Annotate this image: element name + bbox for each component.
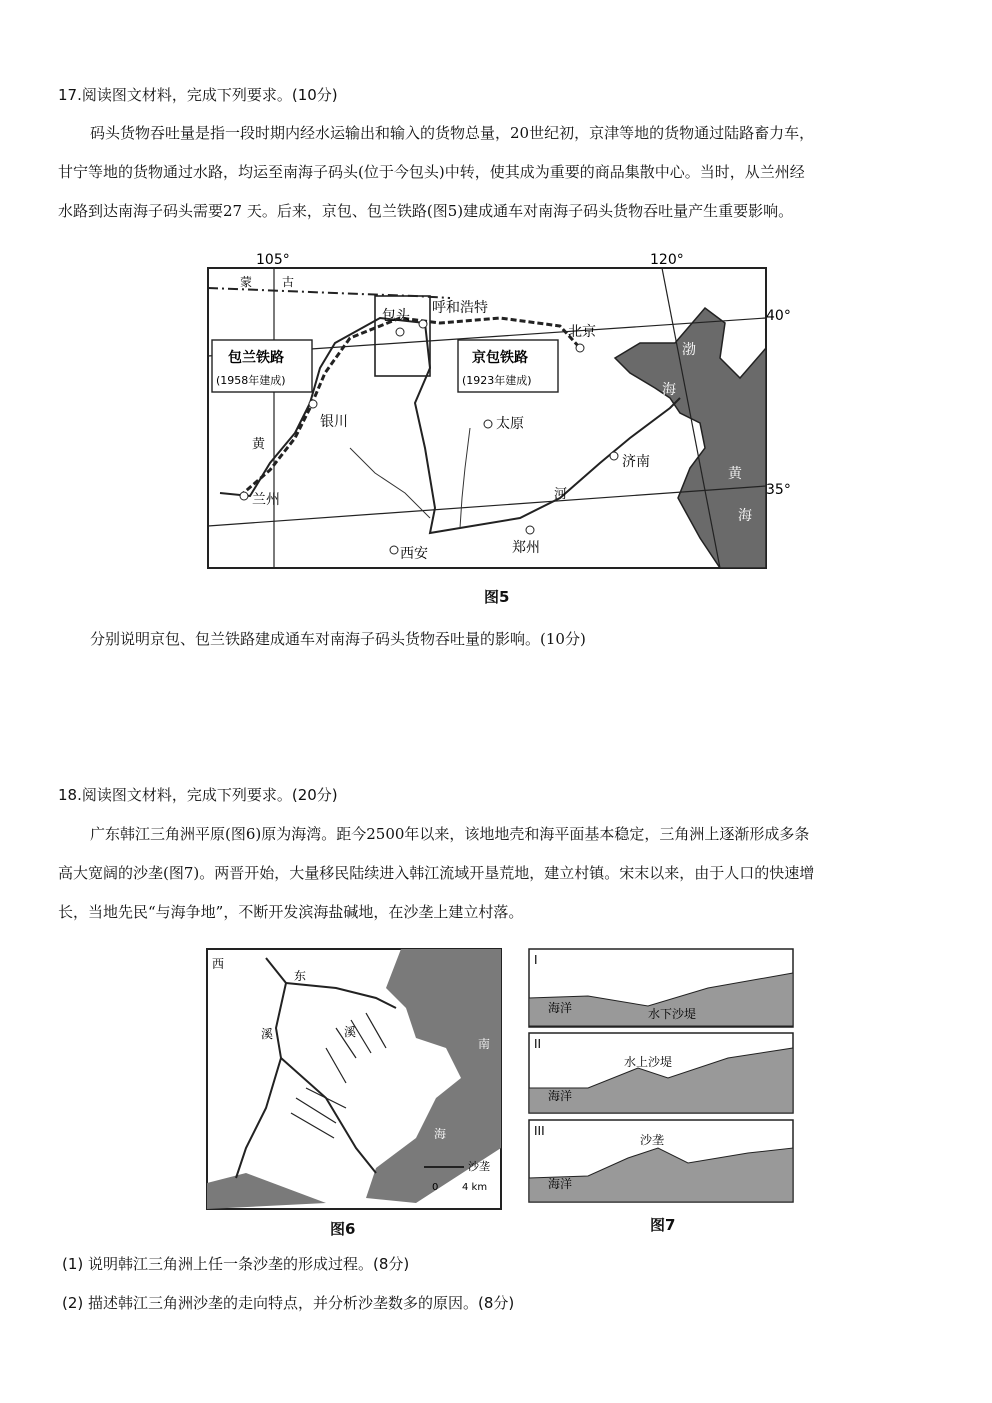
fig6-legend-label: 沙垄 <box>468 1160 490 1173</box>
q17-para-2: 甘宁等地的货物通过水路，均运至南海子码头(位于今包头)中转，使其成为重要的商品集散中心。当时，从兰州经 <box>58 163 805 181</box>
q17-para-3: 水路到达南海子码头需要27 天。后来，京包、包兰铁路(图5)建成通车对南海子码头货物吞吐量产生重要影响。 <box>58 202 794 220</box>
fig7-panel-1 <box>529 949 793 1027</box>
fig7-roman-3: III <box>534 1124 545 1138</box>
fig7-ocean-1: 海洋 <box>548 1001 573 1015</box>
fig7-label-1: 水下沙堤 <box>648 1007 697 1021</box>
figure-5-map <box>200 248 791 580</box>
q18-para-3: 长，当地先民“与海争地”，不断开发滨海盐碱地，在沙垄上建立村落。 <box>58 903 524 921</box>
figure-6-map <box>206 948 502 1210</box>
bohai-label-1: 渤 <box>682 342 696 358</box>
q18-title: 18.阅读图文材料，完成下列要求。(20分) <box>58 786 338 804</box>
fig6-label-nan: 南 <box>478 1037 491 1051</box>
city-baotou: 包头 <box>382 308 410 324</box>
lat-35-label: 35° <box>766 482 791 498</box>
fig6-scale-label: 4 km <box>462 1182 488 1193</box>
q17-question: 分别说明京包、包兰铁路建成通车对南海子码头货物吞吐量的影响。(10分) <box>90 630 586 648</box>
city-jinan: 济南 <box>622 454 650 470</box>
city-xian: 西安 <box>400 546 428 562</box>
region-label-2: 古 <box>282 275 295 289</box>
figure-7-profiles <box>528 948 796 1206</box>
q18-para-1: 广东韩江三角洲平原(图6)原为海湾。距今2500年以来，该地地壳和海平面基本稳定，三角洲上逐渐形成多条 <box>90 825 810 843</box>
baolan-railway-label: 包兰铁路 <box>228 350 284 366</box>
baolan-railway-year: (1958年建成) <box>216 374 286 387</box>
lon-105-label: 105° <box>256 252 290 268</box>
jingbao-railway-label: 京包铁路 <box>472 350 528 366</box>
fig7-panel-3 <box>529 1120 793 1202</box>
fig6-label-xi-river-1: 溪 <box>261 1027 274 1041</box>
fig6-label-xi: 西 <box>212 957 225 971</box>
jingbao-railway-year: (1923年建成) <box>462 374 532 387</box>
fig7-roman-2: II <box>534 1037 542 1051</box>
huanghai-label-2: 海 <box>738 508 752 524</box>
fig6-label-dong: 东 <box>294 969 307 983</box>
huanghai-label-1: 黄 <box>728 466 742 482</box>
fig7-ocean-2: 海洋 <box>548 1089 573 1103</box>
city-taiyuan: 太原 <box>496 416 524 432</box>
city-hohhot: 呼和浩特 <box>432 300 488 316</box>
fig7-panel-2 <box>529 1033 793 1113</box>
lat-40-label: 40° <box>766 308 791 324</box>
city-yinchuan: 银川 <box>320 414 348 430</box>
yellow-river-label-1: 黄 <box>252 437 266 452</box>
q18-sub-question-1: (1) 说明韩江三角洲上任一条沙垄的形成过程。(8分) <box>62 1255 410 1273</box>
lon-120-label: 120° <box>650 252 684 268</box>
q17-title: 17.阅读图文材料，完成下列要求。(10分) <box>58 86 338 104</box>
city-lanzhou: 兰州 <box>252 492 280 508</box>
figure-5-caption: 图5 <box>484 588 510 606</box>
city-zhengzhou: 郑州 <box>512 540 540 556</box>
figure-7-caption: 图7 <box>650 1216 676 1234</box>
fig7-ocean-3: 海洋 <box>548 1177 573 1191</box>
q18-para-2: 高大宽阔的沙垄(图7)。两晋开始，大量移民陆续进入韩江流域开垦荒地，建立村镇。宋末以来，由于人口的快速增 <box>58 864 815 882</box>
q18-sub-question-2: (2) 描述韩江三角洲沙垄的走向特点，并分析沙垄数多的原因。(8分) <box>62 1294 515 1312</box>
bohai-label-2: 海 <box>662 382 676 398</box>
fig7-label-3: 沙垄 <box>640 1133 665 1147</box>
q17-para-1: 码头货物吞吐量是指一段时期内经水运输出和输入的货物总量，20世纪初，京津等地的货物通过陆路畜力车， <box>90 124 815 142</box>
region-label-1: 蒙 <box>240 275 253 289</box>
yellow-river-label-2: 河 <box>554 487 568 502</box>
fig6-label-hai: 海 <box>434 1127 447 1141</box>
fig6-label-xi-river-2: 溪 <box>344 1025 357 1039</box>
city-beijing: 北京 <box>568 324 596 340</box>
fig7-roman-1: I <box>534 953 538 967</box>
fig6-scale-zero: 0 <box>432 1182 439 1193</box>
fig7-label-2: 水上沙堤 <box>624 1055 673 1069</box>
figure-6-caption: 图6 <box>330 1220 356 1238</box>
